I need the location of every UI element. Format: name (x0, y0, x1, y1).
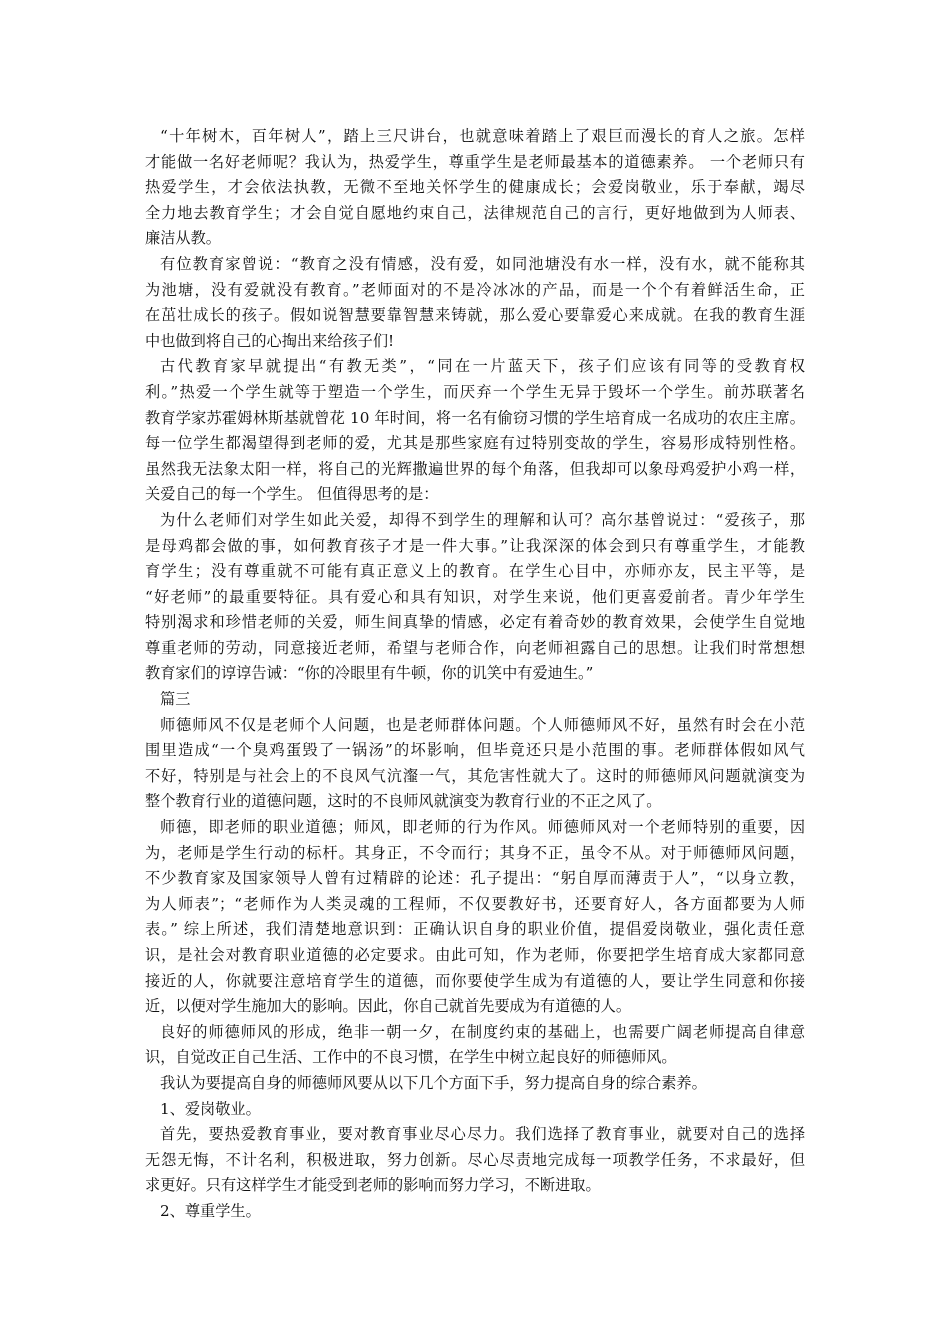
text-line: “好老师”的最重要特征。具有爱心和具有知识，对学生来说，他们更喜爱前者。青少年学生 (145, 587, 805, 606)
text-line: 特别渴求和珍惜老师的关爱，师生间真挚的情感，必定有着奇妙的教育效果，会使学生自觉地 (145, 613, 805, 632)
text-line: 热爱学生，才会依法执教，无微不至地关怀学生的健康成长；会爱岗敬业，乐于奉献，竭尽 (145, 178, 805, 197)
list-heading: 2、尊重学生。 (160, 1201, 261, 1220)
text-line: “十年树木，百年树人”，踏上三尺讲台，也就意味着踏上了艰巨而漫长的育人之旅。怎样 (160, 127, 805, 145)
text-line: 无怨无悔，不计名利，积极进取，努力创新。尽心尽责地完成每一项教学任务，不求最好，但 (145, 1150, 805, 1169)
text-line: 教育家们的谆谆告诫：“你的冷眼里有牛顿，你的讥笑中有爱迪生。” (145, 664, 594, 683)
text-line: 良好的师德师风的形成，绝非一朝一夕，在制度约束的基础上，也需要广阔老师提高自律意 (160, 1022, 805, 1041)
text-line: 中也做到将自己的心掏出来给孩子们! (145, 331, 395, 350)
section-heading: 篇三 (160, 690, 191, 709)
text-line: 师德，即老师的职业道德；师风，即老师的行为作风。师德师风对一个老师特别的重要，因 (160, 818, 805, 837)
text-line: 为池塘，没有爱就没有教育。”老师面对的不是冷冰冰的产品，而是一个个有着鲜活生命，正 (145, 280, 805, 299)
text-line: 求更好。只有这样学生才能受到老师的影响而努力学习，不断进取。 (145, 1176, 601, 1195)
text-line: 是母鸡都会做的事，如何教育孩子才是一件大事。”让我深深的体会到只有尊重学生，才能教 (145, 536, 805, 555)
text-line: 教育学家苏霍姆林斯基就曾花 10 年时间，将一名有偷窃习惯的学生培育成一名成功的农庄主席。 (145, 408, 805, 427)
text-line: 表。” 综上所述，我们清楚地意识到：正确认识自身的职业价值，提倡爱岗敬业，强化责任意 (145, 920, 805, 939)
text-line: 有位教育家曾说：“教育之没有情感，没有爱，如同池塘没有水一样，没有水，就不能称其 (160, 254, 805, 273)
text-line: 每一位学生都渴望得到老师的爱，尤其是那些家庭有过特别变故的学生，容易形成特别性格。 (145, 434, 805, 453)
document-body (145, 124, 805, 1225)
text-line: 不好，特别是与社会上的不良风气沆瀣一气，其危害性就大了。这时的师德师风问题就演变为 (145, 766, 805, 785)
text-line: 利。”热爱一个学生就等于塑造一个学生，而厌弃一个学生无异于毁坏一个学生。前苏联著名 (145, 382, 805, 401)
text-line: 才能做一名好老师呢？我认为，热爱学生，尊重学生是老师最基本的道德素养。 一个老师只有 (145, 152, 805, 171)
text-line: 为人师表”；“老师作为人类灵魂的工程师，不仅要教好书，还要育好人，各方面都要为人师 (145, 894, 805, 913)
list-heading: 1、爱岗敬业。 (160, 1099, 261, 1118)
text-line: 尊重老师的劳动，同意接近老师，希望与老师合作，向老师袒露自己的思想。让我们时常想想 (145, 638, 805, 657)
text-line: 识，是社会对教育职业道德的必定要求。由此可知，作为老师，你要把学生培育成大家都同意 (145, 946, 805, 964)
text-line: 接近的人，你就要注意培育学生的道德，而你要使学生成为有道德的人，要让学生同意和你接 (145, 971, 805, 990)
text-line: 整个教育行业的道德问题，这时的不良师风就演变为教育行业的不正之风了。 (145, 792, 662, 811)
text-line: 古代教育家早就提出“有教无类”，“同在一片蓝天下，孩子们应该有同等的受教育权 (160, 357, 805, 376)
text-line: 为，老师是学生行动的标杆。其身正，不令而行；其身不正，虽令不从。对于师德师风问题， (145, 843, 805, 862)
text-line: 虽然我无法象太阳一样，将自己的光辉撒遍世界的每个角落，但我却可以象母鸡爱护小鸡一样， (145, 459, 805, 478)
text-line: 近，以便对学生施加大的影响。因此，你自己就首先要成为有道德的人。 (145, 997, 631, 1016)
text-line: 围里造成“一个臭鸡蛋毁了一锅汤”的坏影响，但毕竟还只是小范围的事。老师群体假如风气 (145, 741, 805, 760)
text-line: 关爱自己的每一个学生。 但值得思考的是： (145, 485, 439, 504)
text-line: 师德师风不仅是老师个人问题，也是老师群体问题。个人师德师风不好，虽然有时会在小范 (160, 715, 805, 734)
text-line: 全力地去教育学生；才会自觉自愿地约束自己，法律规范自己的言行，更好地做到为人师表、 (145, 203, 805, 222)
text-line: 不少教育家及国家领导人曾有过精辟的论述：孔子提出：“躬自厚而薄责于人”，“以身立教， (145, 869, 805, 888)
text-line: 识，自觉改正自己生活、工作中的不良习惯，在学生中树立起良好的师德师风。 (145, 1048, 677, 1067)
text-line: 廉洁从教。 (145, 229, 221, 248)
text-line: 为什么老师们对学生如此关爱，却得不到学生的理解和认可？高尔基曾说过：“爱孩子，那 (160, 510, 805, 529)
text-line: 育学生；没有尊重就不可能有真正意义上的教育。在学生心目中，亦师亦友，民主平等，是 (145, 562, 805, 581)
text-line: 首先，要热爱教育事业，要对教育事业尽心尽力。我们选择了教育事业，就要对自己的选择 (160, 1125, 805, 1144)
text-line: 在茁壮成长的孩子。假如说智慧要靠智慧来铸就，那么爱心要靠爱心来成就。在我的教育生涯 (145, 306, 805, 325)
text-line: 我认为要提高自身的师德师风要从以下几个方面下手，努力提高自身的综合素养。 (160, 1073, 707, 1092)
